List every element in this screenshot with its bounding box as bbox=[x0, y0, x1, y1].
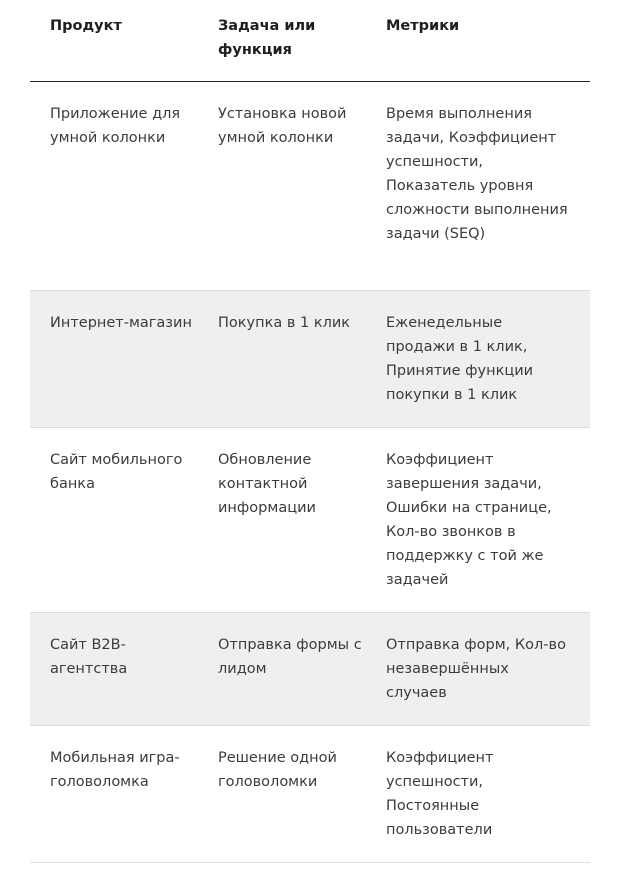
table-row bbox=[30, 291, 590, 428]
cell-task: Установка новой умной колонки bbox=[218, 106, 347, 146]
cell-metrics: Коэффициент завершения задачи, Ошибки на странице, Кол-во звонков в поддержку с той же задачей bbox=[386, 452, 552, 588]
cell-metrics: Отправка форм, Кол-во незавершённых случаев bbox=[386, 637, 566, 701]
table-row bbox=[30, 613, 590, 726]
table-row bbox=[30, 428, 590, 613]
table-row bbox=[30, 82, 590, 291]
cell-metrics: Коэффициент успешности, Постоянные пользователи bbox=[386, 750, 494, 838]
cell-metrics: Время выполнения задачи, Коэффициент успешности, Показатель уровня сложности выполнения задачи (SEQ) bbox=[386, 106, 568, 242]
metrics-table bbox=[30, 0, 590, 863]
cell-task: Решение одной головоломки bbox=[218, 750, 337, 790]
cell-product: Сайт B2B-агентства bbox=[50, 637, 128, 677]
cell-product: Сайт мобильного банка bbox=[50, 452, 183, 492]
cell-product: Мобильная игра-головоломка bbox=[50, 750, 180, 790]
table-row bbox=[30, 726, 590, 863]
table-header bbox=[30, 0, 590, 82]
cell-task: Отправка формы с лидом bbox=[218, 637, 362, 677]
header-product: Продукт bbox=[50, 18, 122, 34]
cell-metrics: Еженедельные продажи в 1 клик, Принятие функции покупки в 1 клик bbox=[386, 315, 534, 403]
cell-product: Приложение для умной колонки bbox=[50, 106, 181, 146]
header-task: Задача или функция bbox=[218, 18, 316, 58]
cell-task: Обновление контактной информации bbox=[218, 452, 316, 516]
cell-product: Интернет-магазин bbox=[50, 315, 192, 331]
header-metrics: Метрики bbox=[386, 18, 460, 34]
cell-task: Покупка в 1 клик bbox=[218, 315, 351, 331]
